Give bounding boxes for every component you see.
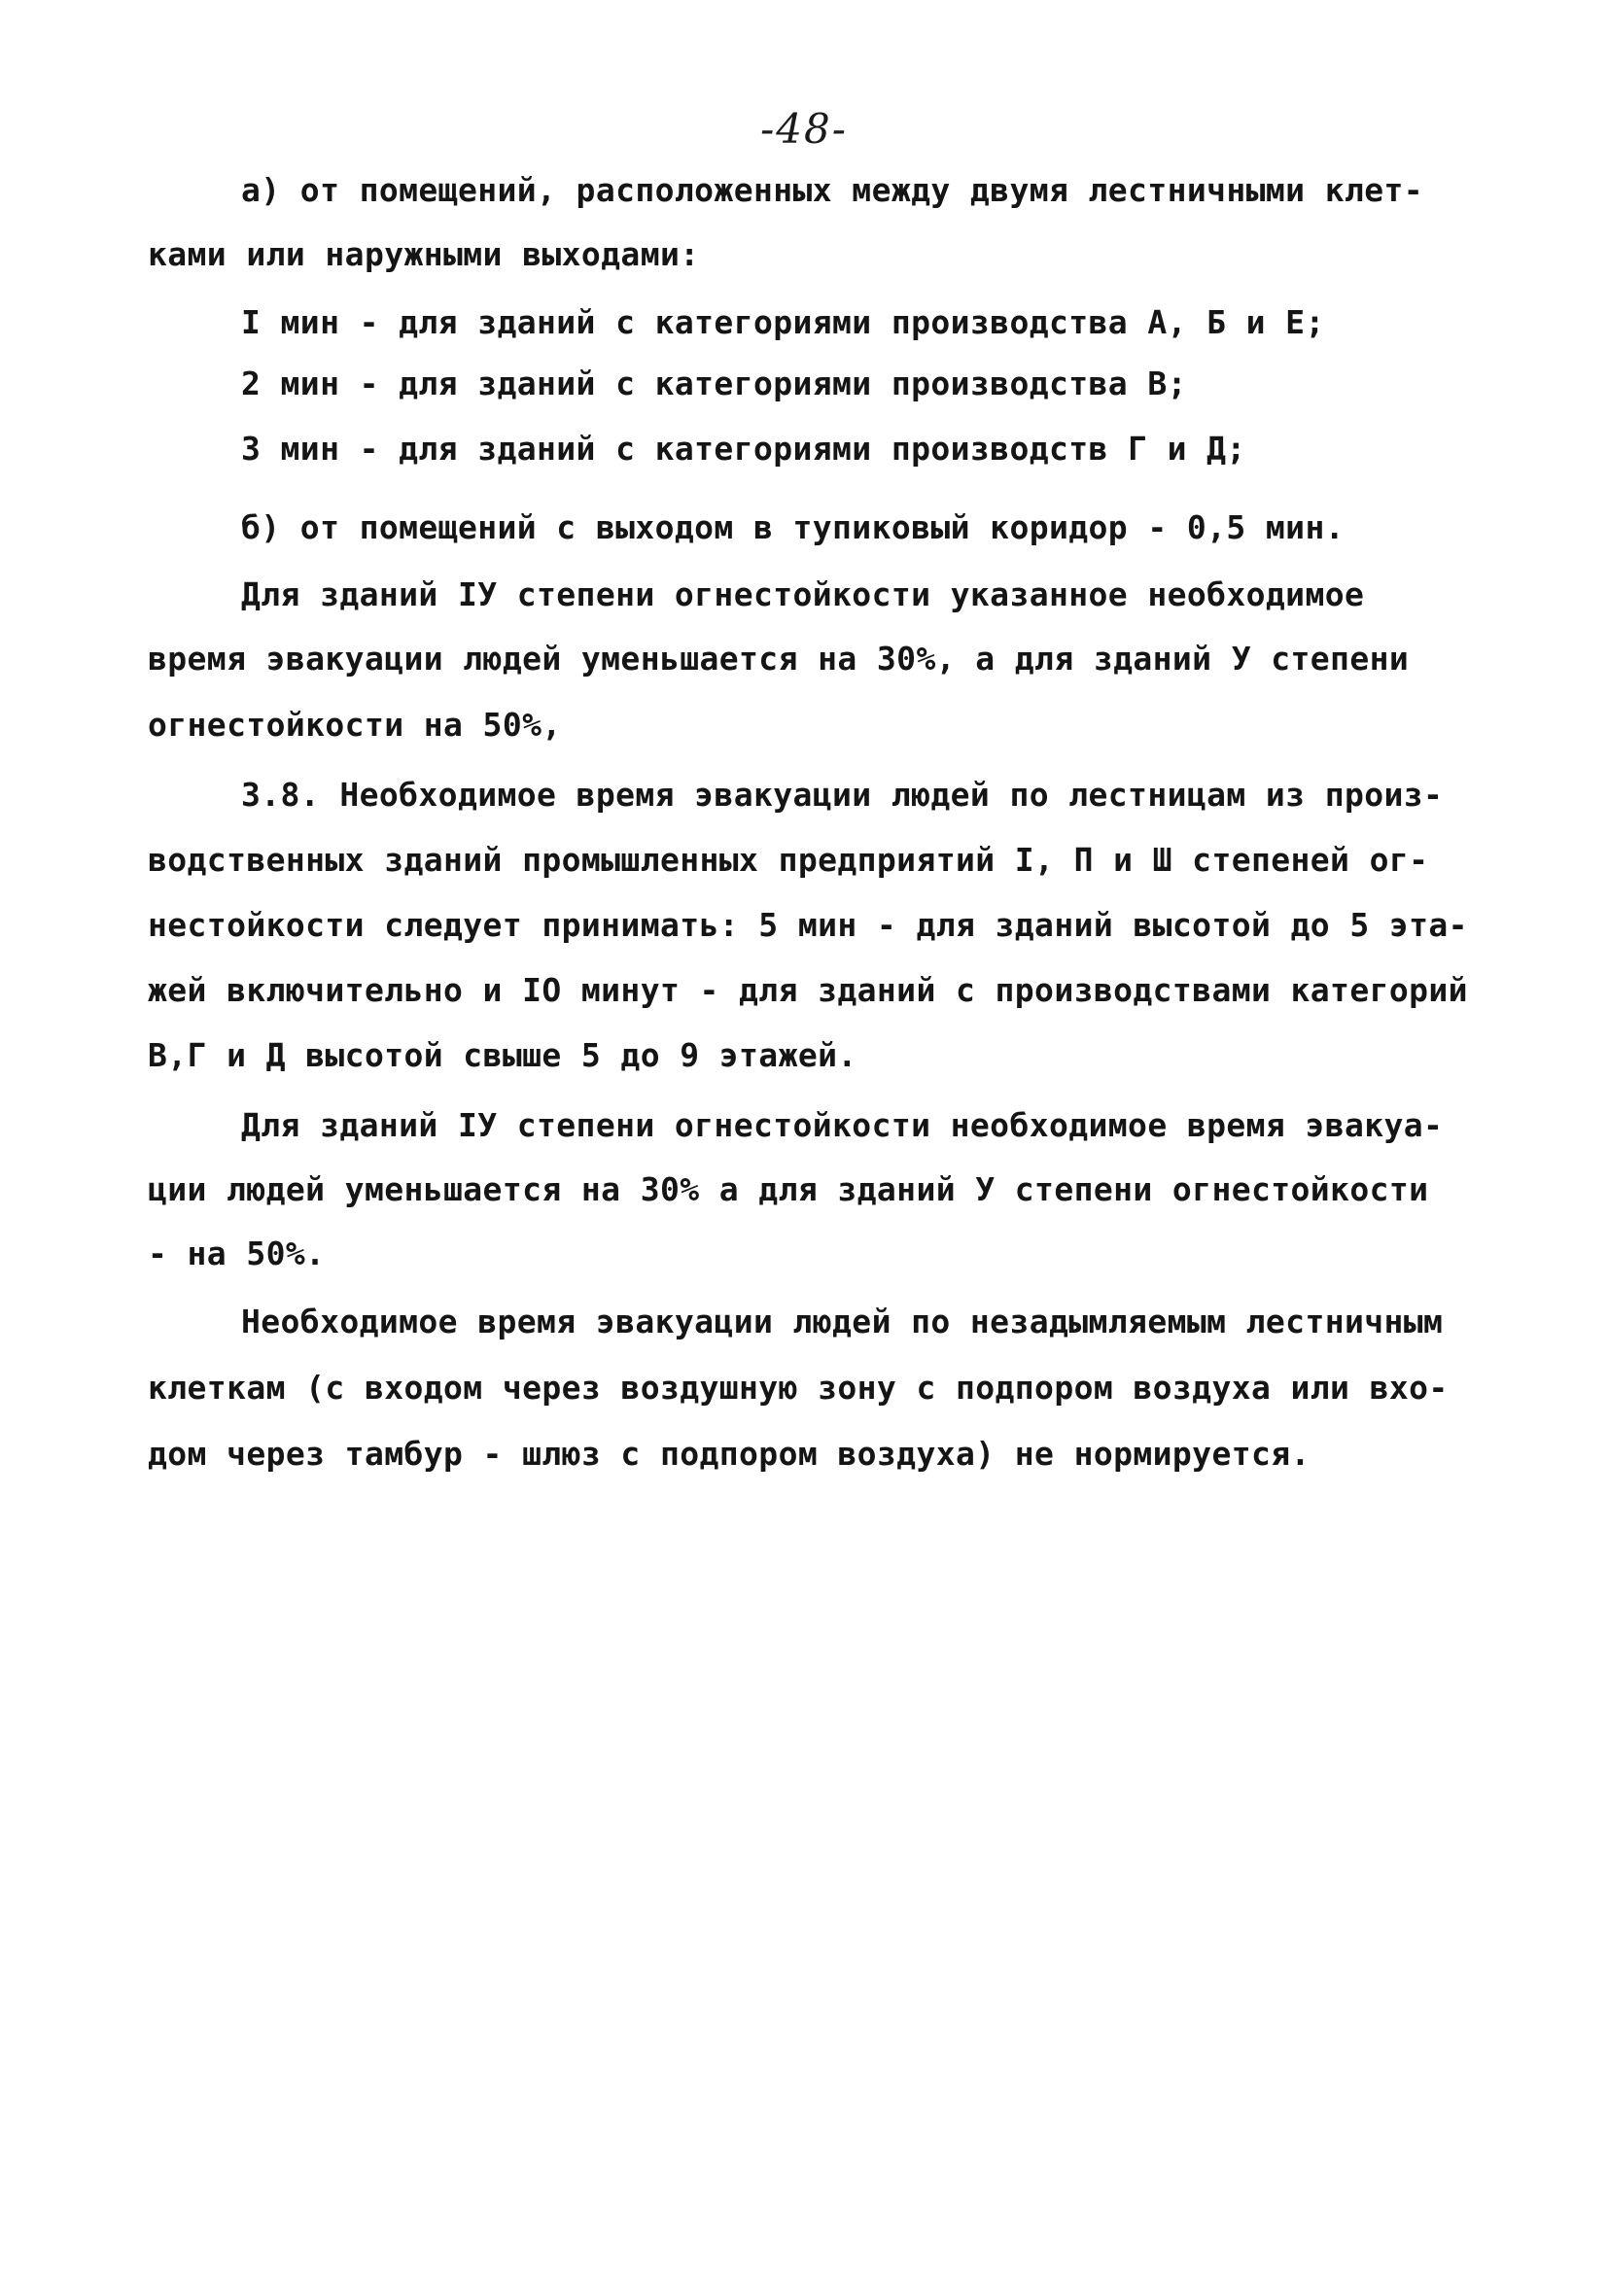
text-line: водственных зданий промышленных предприятий I, П и Ш степеней ог- (148, 841, 1429, 879)
text-line: клеткам (с входом через воздушную зону с подпором воздуха или вхо- (148, 1369, 1449, 1407)
text-line: 3.8. Необходимое время эвакуации людей по лестницам из произ- (241, 776, 1444, 814)
text-line: огнестойкости на 50%, (148, 706, 562, 744)
text-line: дом через тамбур - шлюз с подпором воздуха) не нормируется. (148, 1435, 1311, 1473)
page-number: -48- (760, 105, 848, 153)
text-line: Для зданий IУ степени огнестойкости необходимое время эвакуа- (241, 1106, 1444, 1144)
text-line: 2 мин - для зданий с категориями производства В; (241, 365, 1187, 402)
text-line: жей включительно и IO минут - для зданий с производствами категорий (148, 971, 1468, 1009)
text-line: ками или наружными выходами: (148, 235, 700, 273)
text-line: ции людей уменьшается на 30% а для зданий У степени огнестойкости (148, 1170, 1429, 1208)
text-line: В,Г и Д высотой свыше 5 до 9 этажей. (148, 1036, 857, 1074)
text-line: время эвакуации людей уменьшается на 30%, а для зданий У степени (148, 640, 1410, 678)
text-line: - на 50%. (148, 1235, 326, 1272)
text-line: б) от помещений с выходом в тупиковый коридор - 0,5 мин. (241, 508, 1345, 546)
text-line: Необходимое время эвакуации людей по незадымляемым лестничным (241, 1303, 1444, 1340)
text-line: Для зданий IУ степени огнестойкости указанное необходимое (241, 575, 1365, 613)
text-line: 3 мин - для зданий с категориями производств Г и Д; (241, 430, 1246, 468)
text-line: I мин - для зданий с категориями производства А, Б и Е; (241, 303, 1325, 341)
text-line: нестойкости следует принимать: 5 мин - для зданий высотой до 5 эта- (148, 906, 1468, 944)
text-line: а) от помещений, расположенных между двумя лестничными клет- (241, 171, 1424, 209)
